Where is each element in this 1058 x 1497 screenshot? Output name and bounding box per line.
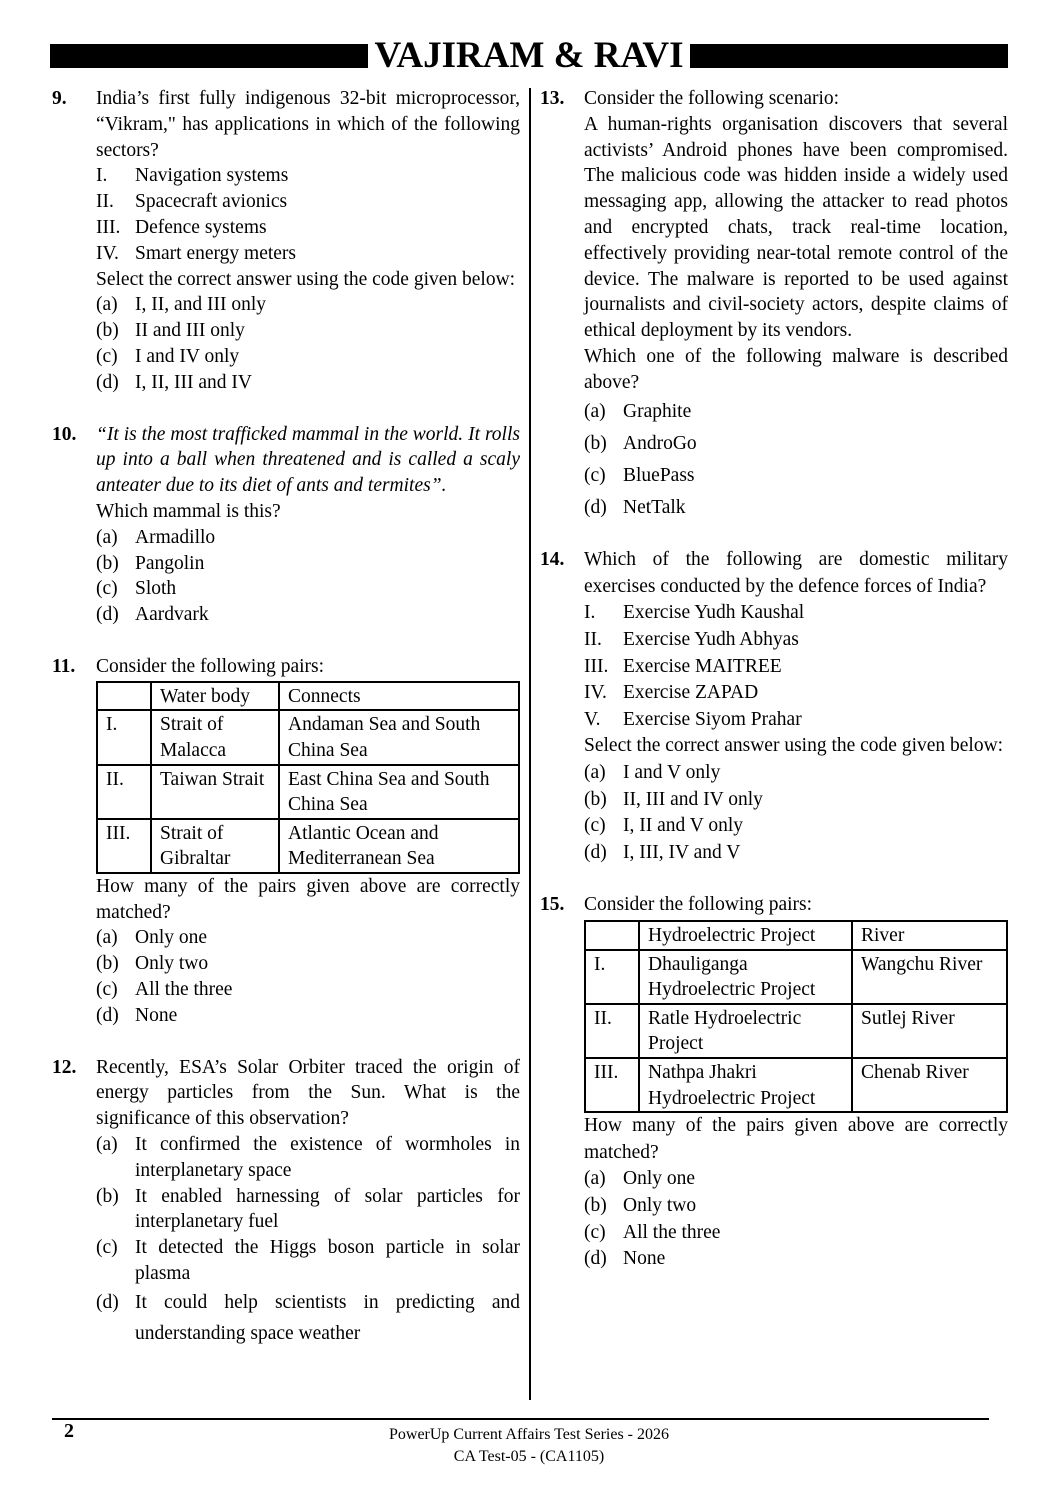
- option-label: (c): [96, 979, 118, 1001]
- statement-item: [96, 241, 520, 267]
- question-text: India’s first fully indigenous 32-bit microprocessor, “Vikram," has applications in which of the following sectors?: [96, 88, 520, 161]
- statement-item: [584, 600, 1008, 627]
- option-label: (b): [96, 320, 119, 342]
- statement-text: Exercise Siyom Prahar: [623, 708, 802, 730]
- question-text: Consider the following pairs:: [96, 655, 325, 677]
- statement-label: V.: [584, 708, 601, 730]
- option-label: (c): [96, 1237, 118, 1259]
- footer-test-code: CA Test-05 - (CA1105): [453, 1448, 605, 1465]
- statement-text: Navigation systems: [135, 165, 289, 187]
- option-a: [96, 1132, 520, 1184]
- option-d: [96, 1003, 520, 1029]
- option-text: II and III only: [135, 320, 245, 342]
- table-header-cell: [585, 921, 639, 950]
- question-number: 9.: [52, 88, 67, 109]
- option-a: [584, 399, 1008, 425]
- option-d: [96, 1287, 520, 1349]
- table-cell: III.: [97, 819, 151, 873]
- statement-text: Defence systems: [135, 216, 267, 238]
- option-text: Only one: [623, 1168, 696, 1190]
- statement-text: Smart energy meters: [135, 242, 297, 264]
- option-label: (b): [96, 1185, 119, 1207]
- option-text: It confirmed the existence of wormholes in interplanetary space: [135, 1134, 520, 1181]
- option-text: I and V only: [623, 762, 721, 783]
- option-text: Only two: [623, 1194, 697, 1216]
- option-a: [96, 925, 520, 951]
- question-text: Consider the following pairs:: [584, 894, 813, 916]
- question-number: 14.: [540, 549, 565, 571]
- option-label: (a): [96, 294, 118, 316]
- statement-label: IV.: [96, 242, 119, 264]
- question-instruction: How many of the pairs given above are correctly matched?: [584, 1115, 1008, 1163]
- question-number: 11.: [52, 655, 76, 677]
- table-cell: Andaman Sea and South China Sea: [279, 710, 519, 764]
- option-text: It could help scientists in predicting and understanding space weather: [135, 1291, 520, 1344]
- option-label: (c): [584, 465, 606, 487]
- option-label: (d): [96, 604, 119, 626]
- pairs-table: [96, 681, 520, 874]
- table-row: [585, 1058, 1007, 1112]
- table-cell: Ratle Hydroelectric Project: [639, 1004, 852, 1058]
- statement-label: II.: [584, 629, 602, 651]
- option-a: [96, 292, 520, 318]
- question-text: Recently, ESA’s Solar Orbiter traced the origin of energy particles from the Sun. What is the significance of this observation?: [96, 1056, 520, 1130]
- table-cell: Sutlej River: [852, 1004, 1007, 1058]
- table-cell: Wangchu River: [852, 950, 1007, 1004]
- option-label: (a): [584, 400, 606, 422]
- statement-text: Spacecraft avionics: [135, 191, 288, 213]
- statement-text: Exercise MAITREE: [623, 655, 782, 677]
- option-b: [584, 431, 1008, 457]
- option-label: (c): [96, 345, 118, 367]
- option-label: (c): [584, 815, 606, 837]
- page-number: 2: [64, 1420, 74, 1442]
- statement-label: III.: [584, 655, 609, 677]
- option-text: Only one: [135, 927, 208, 949]
- option-text: Aardvark: [135, 604, 209, 626]
- question-text: Consider the following scenario:: [584, 88, 840, 109]
- option-label: (d): [96, 1004, 119, 1026]
- table-header-cell: Connects: [279, 682, 519, 711]
- table-row: [97, 710, 519, 764]
- question-scenario: A human-rights organisation discovers that several activists’ Android phones have been compromised. The malicious code was hidden inside a widely used messaging app, allowing the attacker to read photos and encrypted chats, track real-time location, effectively providing near-total remote control of the device. The malware is reported to be used against journalists and civil-society actors, despite claims of ethical deployment by its vendors.: [584, 113, 1008, 342]
- option-b: [584, 1193, 1008, 1220]
- question-quote: “It is the most trafficked mammal in the world. It rolls up into a ball when threatened and is called a scaly anteater due to its diet of ants and termites”.: [96, 423, 520, 497]
- option-label: (b): [96, 953, 119, 975]
- option-c: [96, 1235, 520, 1287]
- table-cell: East China Sea and South China Sea: [279, 765, 519, 819]
- pairs-table: [584, 920, 1008, 1113]
- option-text: None: [135, 1004, 178, 1026]
- option-label: (d): [96, 371, 119, 393]
- table-header-row: [585, 921, 1007, 950]
- table-cell: I.: [585, 950, 639, 1004]
- statement-item: [584, 680, 1008, 707]
- table-row: [97, 819, 519, 873]
- page-header: [50, 35, 1008, 76]
- question-instruction: How many of the pairs given above are correctly matched?: [96, 875, 520, 923]
- option-d: [96, 370, 520, 396]
- option-c: [584, 463, 1008, 489]
- option-text: It detected the Higgs boson particle in solar plasma: [135, 1237, 520, 1285]
- option-label: (b): [96, 552, 119, 574]
- question-number: 12.: [52, 1056, 77, 1078]
- option-label: (d): [584, 1248, 607, 1270]
- option-d: [584, 1246, 1008, 1273]
- statement-text: Exercise Yudh Abhyas: [623, 629, 799, 651]
- question-instruction: Select the correct answer using the code given below:: [96, 268, 516, 290]
- table-header-row: [97, 682, 519, 711]
- option-text: BluePass: [623, 465, 695, 487]
- option-label: (b): [584, 432, 607, 454]
- option-text: NetTalk: [623, 497, 686, 519]
- table-cell: Dhauliganga Hydroelectric Project: [639, 950, 852, 1004]
- right-column: [540, 86, 1008, 1299]
- option-label: (b): [584, 1194, 607, 1216]
- question-number: 15.: [540, 894, 565, 916]
- option-b: [96, 951, 520, 977]
- statement-text: Exercise Yudh Kaushal: [623, 602, 805, 624]
- footer-series-title: PowerUp Current Affairs Test Series - 2026: [388, 1426, 670, 1443]
- option-text: None: [623, 1248, 666, 1270]
- question-text: Which mammal is this?: [96, 500, 281, 522]
- option-label: (b): [584, 788, 607, 810]
- option-label: (a): [96, 526, 118, 548]
- option-text: I, II, and III only: [135, 294, 267, 316]
- option-text: I and IV only: [135, 345, 240, 367]
- option-text: I, III, IV and V: [623, 841, 741, 863]
- option-label: (a): [584, 1168, 606, 1190]
- option-text: Pangolin: [135, 552, 205, 574]
- table-header-cell: [97, 682, 151, 711]
- option-label: (c): [96, 578, 118, 600]
- statement-label: IV.: [584, 682, 607, 704]
- statement-item: [96, 189, 520, 215]
- table-cell: Chenab River: [852, 1058, 1007, 1112]
- question-9: [52, 86, 520, 396]
- footer-rule: [52, 1418, 989, 1420]
- option-b: [96, 551, 520, 577]
- option-text: Only two: [135, 953, 209, 975]
- table-header-cell: Water body: [151, 682, 279, 711]
- table-row: [585, 1004, 1007, 1058]
- question-14: [540, 547, 1008, 866]
- question-instruction: Which one of the following malware is described above?: [584, 345, 1008, 393]
- question-10: [52, 422, 520, 628]
- option-label: (d): [96, 1291, 119, 1313]
- page-footer: [0, 1424, 1058, 1468]
- table-cell: II.: [585, 1004, 639, 1058]
- statement-label: III.: [96, 216, 121, 238]
- table-cell: Atlantic Ocean and Mediterranean Sea: [279, 819, 519, 873]
- question-12: [52, 1055, 520, 1349]
- question-15: [540, 892, 1008, 1272]
- option-c: [96, 977, 520, 1003]
- statement-item: [584, 627, 1008, 654]
- question-number: 13.: [540, 88, 565, 109]
- header-bar-left: [50, 44, 368, 68]
- option-c: [96, 576, 520, 602]
- table-cell: II.: [97, 765, 151, 819]
- statement-label: I.: [584, 602, 596, 624]
- option-d: [96, 602, 520, 628]
- table-header-cell: River: [852, 921, 1007, 950]
- question-11: [52, 654, 520, 1029]
- option-text: I, II and V only: [623, 815, 744, 837]
- table-row: [97, 765, 519, 819]
- option-b: [96, 318, 520, 344]
- table-row: [585, 950, 1007, 1004]
- option-b: [96, 1184, 520, 1236]
- option-c: [584, 1220, 1008, 1247]
- option-label: (d): [584, 497, 607, 519]
- option-label: (a): [96, 1134, 118, 1156]
- question-text: Which of the following are domestic military exercises conducted by the defence forces of India?: [584, 549, 1008, 597]
- statement-item: [584, 707, 1008, 734]
- option-text: All the three: [623, 1221, 721, 1243]
- option-a: [584, 1166, 1008, 1193]
- statement-text: Exercise ZAPAD: [623, 682, 759, 704]
- option-a: [584, 760, 1008, 787]
- statement-item: [96, 163, 520, 189]
- option-c: [584, 813, 1008, 840]
- column-divider: [529, 88, 531, 1400]
- table-cell: Nathpa Jhakri Hydroelectric Project: [639, 1058, 852, 1112]
- statement-item: [584, 654, 1008, 681]
- statement-label: I.: [96, 165, 108, 187]
- option-text: AndroGo: [623, 432, 697, 454]
- statement-label: II.: [96, 191, 114, 213]
- option-text: II, III and IV only: [623, 788, 763, 810]
- option-b: [584, 787, 1008, 814]
- option-text: Sloth: [135, 578, 177, 600]
- option-label: (d): [584, 841, 607, 863]
- option-a: [96, 525, 520, 551]
- option-label: (a): [584, 762, 606, 783]
- question-number: 10.: [52, 423, 77, 445]
- left-column: [52, 86, 520, 1375]
- question-13: [540, 86, 1008, 521]
- option-label: (a): [96, 927, 118, 949]
- table-cell: Strait of Malacca: [151, 710, 279, 764]
- table-cell: I.: [97, 710, 151, 764]
- brand-title: VAJIRAM & RAVI: [374, 35, 684, 76]
- option-text: Armadillo: [135, 526, 216, 548]
- option-label: (c): [584, 1221, 606, 1243]
- option-c: [96, 344, 520, 370]
- question-instruction: Select the correct answer using the code given below:: [584, 735, 1004, 757]
- option-d: [584, 840, 1008, 867]
- table-cell: III.: [585, 1058, 639, 1112]
- option-d: [584, 495, 1008, 521]
- option-text: All the three: [135, 979, 233, 1001]
- option-text: It enabled harnessing of solar particles for interplanetary fuel: [135, 1185, 520, 1233]
- option-text: Graphite: [623, 400, 692, 422]
- option-text: I, II, III and IV: [135, 371, 252, 393]
- statement-item: [96, 215, 520, 241]
- header-bar-right: [690, 44, 1008, 68]
- table-cell: Taiwan Strait: [151, 765, 279, 819]
- table-header-cell: Hydroelectric Project: [639, 921, 852, 950]
- table-cell: Strait of Gibraltar: [151, 819, 279, 873]
